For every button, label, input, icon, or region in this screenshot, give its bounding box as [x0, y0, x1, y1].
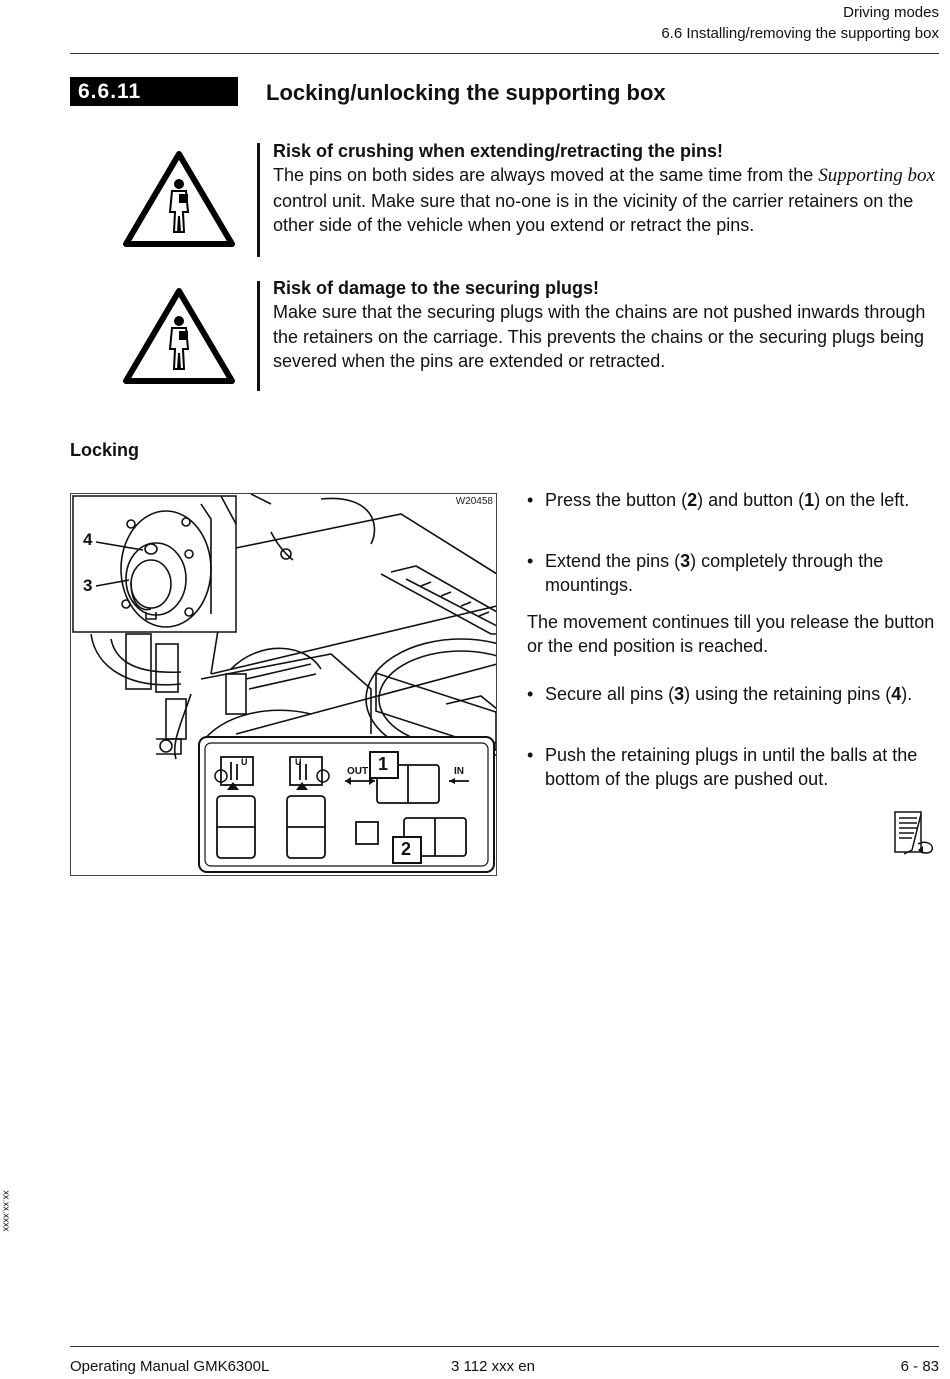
instruction-bullet: • Push the retaining plugs in until the balls at the bottom of the plugs are pushed out. [527, 745, 918, 790]
footer-manual: Operating Manual GMK6300L [70, 1358, 270, 1375]
side-code: xx.xx.xxxx [1, 1190, 12, 1232]
warning-title: Risk of damage to the securing plugs! [273, 278, 600, 298]
footer-rule [70, 1346, 939, 1347]
page-turn-icon [892, 810, 940, 858]
header-rule [70, 53, 939, 54]
subheading-locking: Locking [70, 440, 140, 460]
warning-text: Make sure that the securing plugs with the chains are not pushed inwards through the retainers on the carriage. This prevents the chains or the securing plugs being severed when the pins are extended or retracted. [273, 302, 926, 371]
warning-bar [257, 281, 260, 391]
footer-doc-number: 3 112 xxx en [451, 1358, 535, 1375]
section-number: 6.6.11 [70, 77, 238, 106]
figure-locking-illustration [70, 493, 497, 876]
warning-title: Risk of crushing when extending/retracting the pins! [273, 141, 724, 161]
panel-label-out: OUT [347, 766, 369, 777]
callout-1: 1 [378, 754, 389, 774]
section-title: Locking/unlocking the supporting box [266, 80, 666, 105]
footer-page-number: 6 - 83 [900, 1358, 939, 1375]
crushing-hazard-icon [122, 150, 236, 248]
figure-code: W20458 [455, 496, 493, 507]
panel-label-u: U [295, 757, 302, 767]
header-chapter: Driving modes [843, 4, 939, 21]
warning-crushing [273, 139, 941, 237]
callout-4: 4 [83, 530, 93, 549]
warning-plugs [273, 276, 941, 373]
instruction-bullet: • Secure all pins (3) using the retaining pins (4). [527, 684, 913, 704]
warning-text: The pins on both sides are always moved at the same time from the [273, 165, 819, 186]
panel-label-in: IN [454, 766, 464, 777]
header-section: 6.6 Installing/removing the supporting box [661, 25, 939, 42]
panel-label-u: U [241, 757, 248, 767]
warning-bar [257, 143, 260, 257]
callout-3: 3 [83, 576, 93, 595]
instruction-bullet: • Press the button (2) and button (1) on the left. [527, 490, 910, 510]
instruction-paragraph: The movement continues till you release the button or the end position is reached. [527, 612, 935, 657]
warning-text: control unit. Make sure that no-one is in the vicinity of the carrier retainers on the other side of the vehicle when you extend or retract the pins. [273, 190, 914, 235]
instruction-bullet: • Extend the pins (3) completely through the mountings. [527, 551, 884, 596]
callout-2: 2 [401, 839, 412, 859]
warning-italic-term: Supporting box [818, 165, 935, 187]
crushing-hazard-icon [122, 287, 236, 385]
supporting-box-drawing [71, 494, 497, 876]
